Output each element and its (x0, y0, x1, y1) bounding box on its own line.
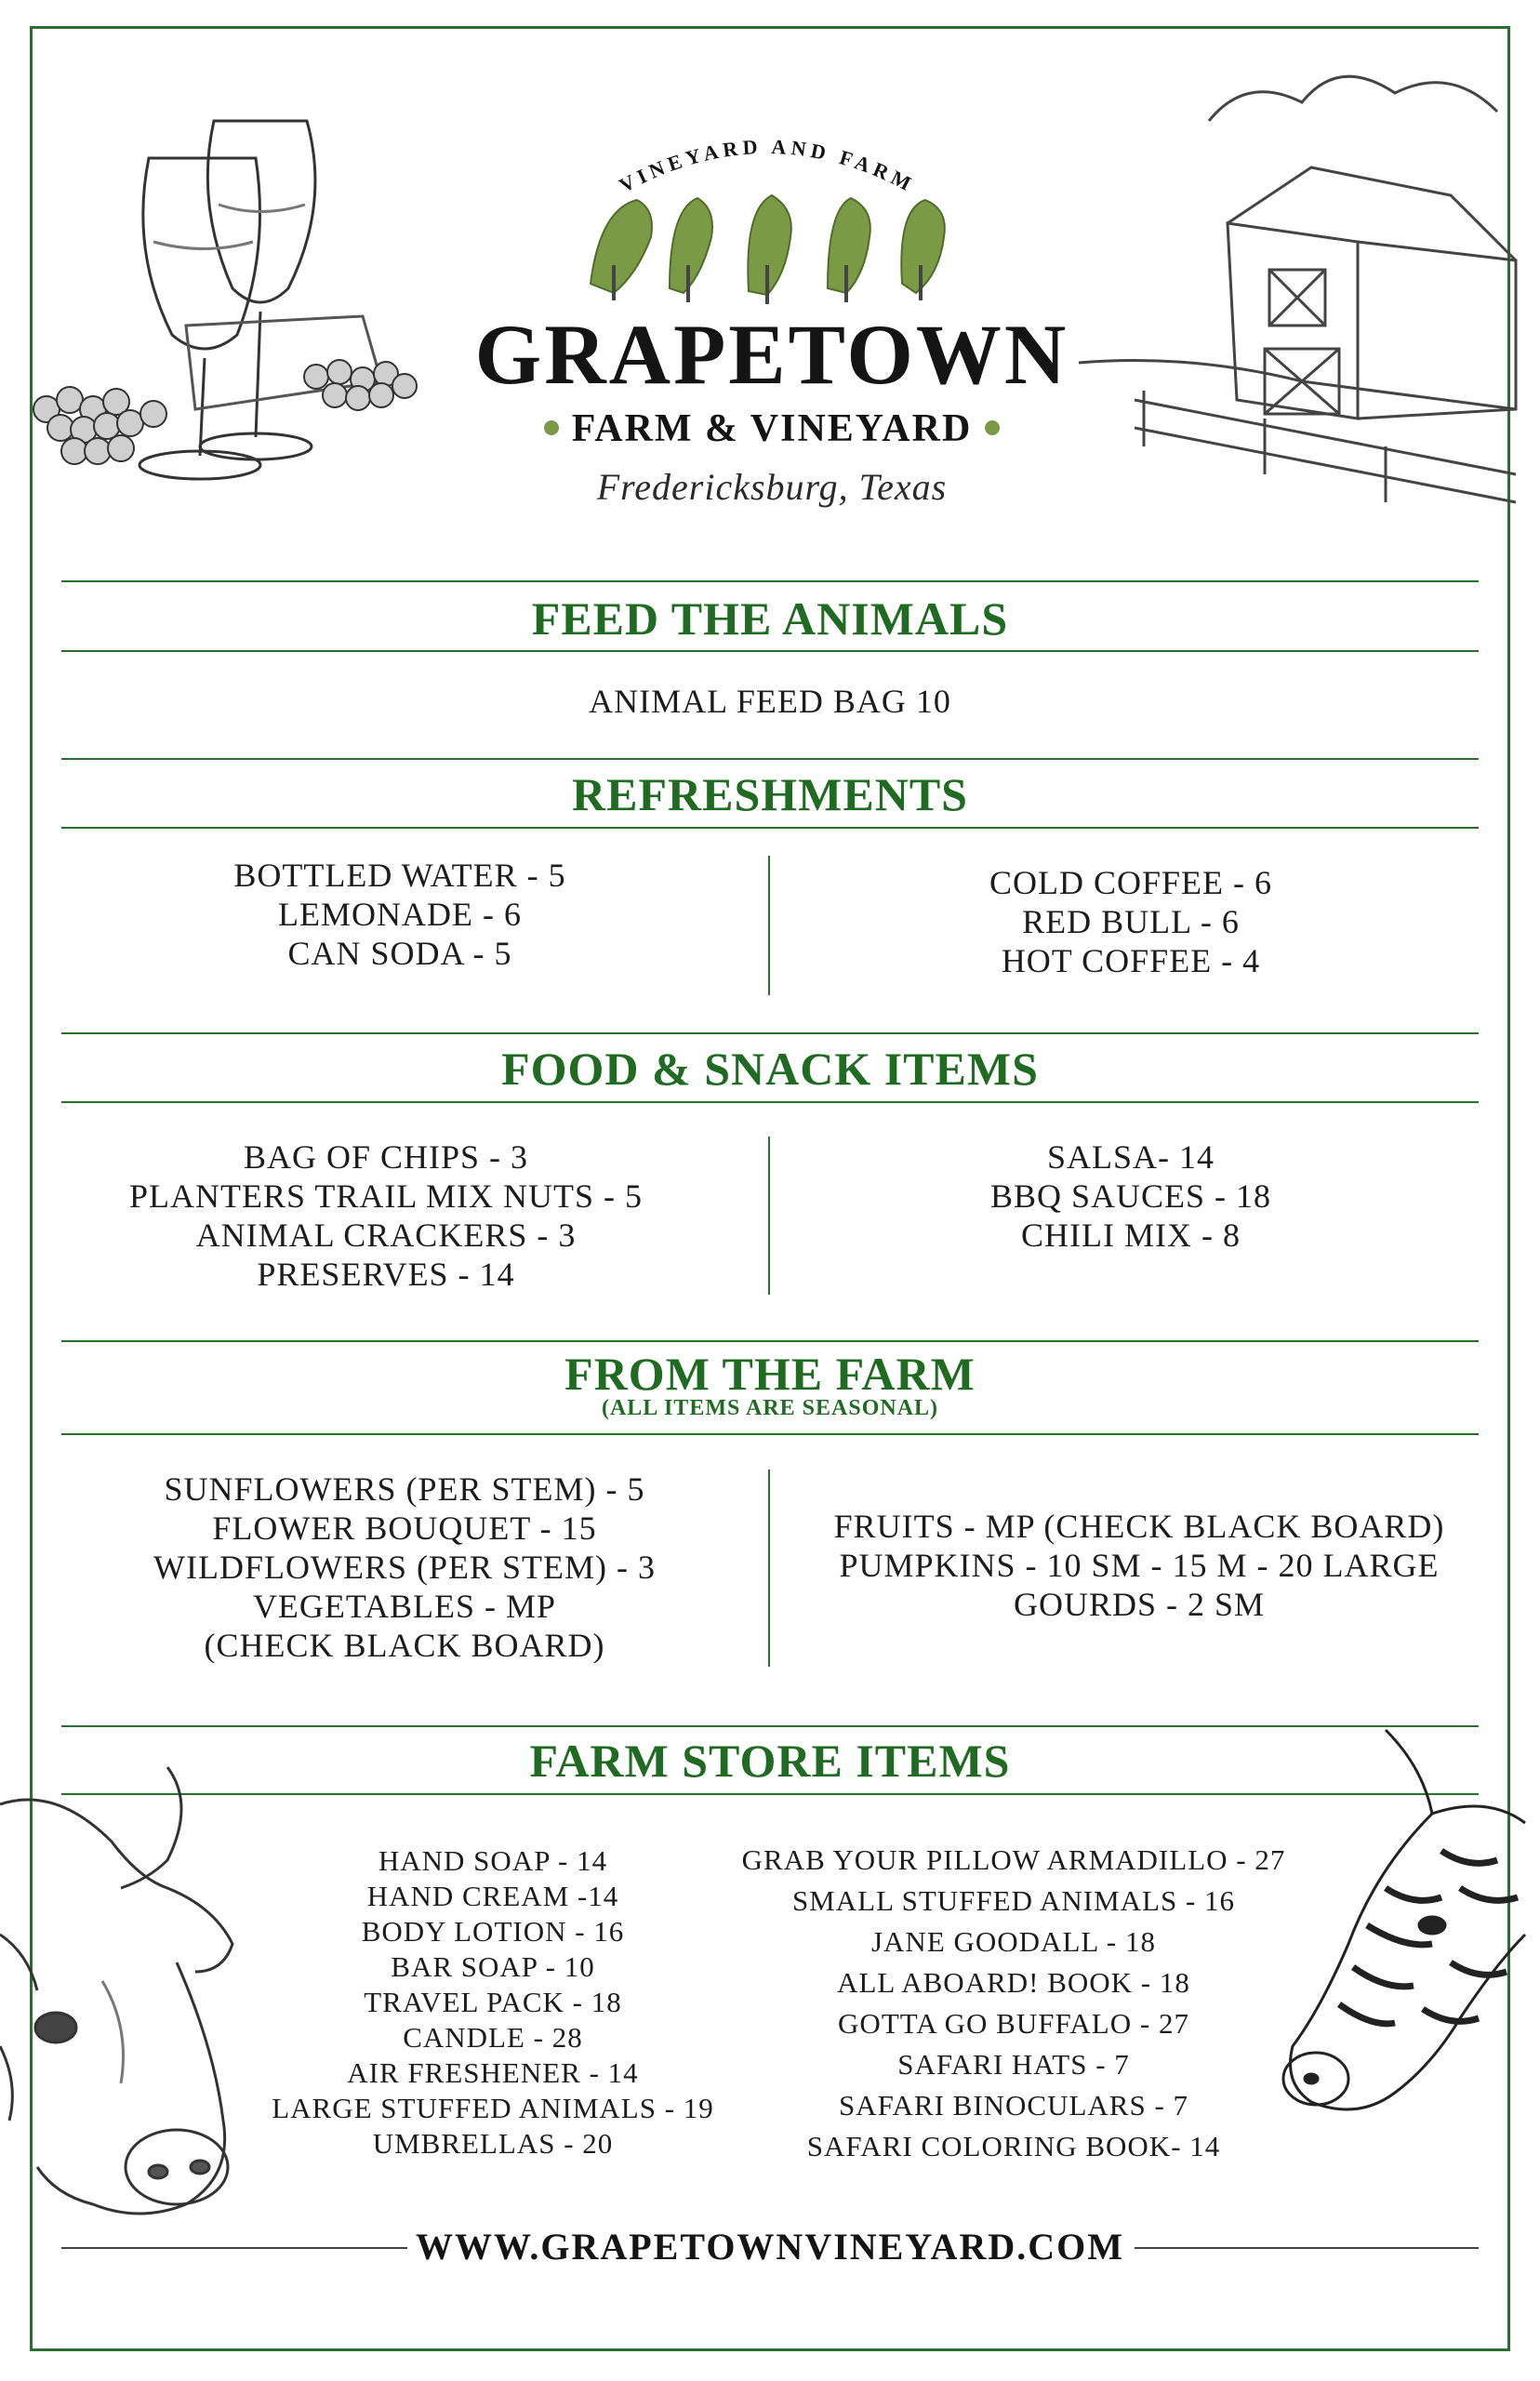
section-rule (61, 758, 1479, 760)
barn-illustration (1079, 37, 1516, 521)
menu-item: AIR FRESHENER - 14 (347, 2056, 639, 2089)
menu-item: TRAVEL PACK - 18 (364, 1986, 622, 2018)
feed-items (61, 682, 1479, 721)
column-divider (768, 856, 770, 995)
menu-item: FRUITS - MP (CHECK BLACK BOARD) (833, 1508, 1445, 1545)
menu-item: JANE GOODALL - 18 (870, 1925, 1156, 1958)
menu-item: WILDFLOWERS (PER STEM) - 3 (153, 1549, 656, 1586)
menu-item: LARGE STUFFED ANIMALS - 19 (272, 2092, 714, 2124)
menu-item: GOTTA GO BUFFALO - 27 (838, 2007, 1189, 2040)
menu-item: SAFARI HATS - 7 (897, 2048, 1130, 2081)
menu-item: BOTTLED WATER - 5 (233, 857, 566, 894)
menu-item: PLANTERS TRAIL MIX NUTS - 5 (128, 1177, 643, 1215)
farm-right-column (800, 1507, 1479, 1624)
menu-item: ANIMAL FEED BAG 10 (589, 683, 951, 720)
svg-text:VINEYARD AND FARM: VINEYARD AND FARM (615, 134, 920, 197)
section-title-farm: FROM THE FARM (564, 1348, 976, 1400)
brand-title: GRAPETOWN (474, 307, 1069, 402)
section-rule (61, 1725, 1479, 1727)
menu-item: CAN SODA - 5 (287, 935, 512, 972)
section-title-food: FOOD & SNACK ITEMS (501, 1043, 1039, 1095)
menu-item: SAFARI BINOCULARS - 7 (838, 2089, 1189, 2122)
menu-item: HAND SOAP - 14 (378, 1844, 608, 1877)
menu-item: SAFARI COLORING BOOK- 14 (806, 2130, 1221, 2162)
menu-item: BAG OF CHIPS - 3 (243, 1138, 529, 1176)
menu-item: BBQ SAUCES - 18 (989, 1177, 1272, 1215)
dot-icon (985, 420, 1000, 435)
menu-item: GRAB YOUR PILLOW ARMADILLO - 27 (741, 1843, 1286, 1876)
farm-left-column (102, 1470, 707, 1665)
location-script: Fredericksburg, Texas (596, 466, 948, 508)
section-rule (61, 1340, 1479, 1342)
column-divider (768, 1137, 770, 1295)
menu-item: HOT COFFEE - 4 (1001, 942, 1261, 979)
menu-item: BODY LOTION - 16 (361, 1915, 625, 1948)
menu-item: SALSA- 14 (1046, 1138, 1215, 1176)
menu-item: GOURDS - 2 SM (1013, 1586, 1266, 1623)
menu-item: PRESERVES - 14 (257, 1256, 515, 1293)
footer-rule-left (61, 2247, 407, 2249)
menu-item: CHILI MIX - 8 (1021, 1217, 1241, 1254)
section-rule (61, 580, 1479, 582)
refreshments-left-column (121, 856, 679, 973)
zebra-illustration (1274, 1711, 1525, 2176)
menu-item: PUMPKINS - 10 SM - 15 M - 20 LARGE (839, 1547, 1440, 1584)
menu-item: COLD COFFEE - 6 (989, 864, 1273, 901)
food-left-column (84, 1137, 688, 1294)
food-right-column (852, 1137, 1410, 1255)
cow-illustration (0, 1749, 270, 2251)
store-right-column (725, 1840, 1302, 2167)
column-divider (768, 1470, 770, 1667)
menu-item: ANIMAL CRACKERS - 3 (195, 1217, 577, 1254)
brand-subtitle-text: FARM & VINEYARD (571, 407, 973, 450)
section-title-refreshments: REFRESHMENTS (572, 768, 968, 820)
website-link[interactable]: WWW.GRAPETOWNVINEYARD.COM (416, 2226, 1124, 2268)
brand-subtitle (446, 409, 1097, 448)
menu-item: (CHECK BLACK BOARD) (204, 1627, 605, 1664)
footer-rule-right (1135, 2247, 1479, 2249)
menu-item: VEGETABLES - MP (252, 1588, 557, 1625)
menu-item: CANDLE - 28 (403, 2021, 583, 2054)
vineyard-logo-icon (581, 181, 962, 307)
section-subtitle-farm: (ALL ITEMS ARE SEASONAL) (601, 1396, 939, 1420)
menu-item: BAR SOAP - 10 (391, 1950, 595, 1983)
menu-item: FLOWER BOUQUET - 15 (212, 1510, 597, 1547)
section-rule (61, 1101, 1479, 1103)
store-left-column (260, 1843, 725, 2162)
section-rule (61, 827, 1479, 829)
wine-glasses-illustration (9, 102, 446, 493)
section-rule (61, 1433, 1479, 1435)
menu-item: LEMONADE - 6 (278, 896, 522, 933)
menu-item: SUNFLOWERS (PER STEM) - 5 (164, 1470, 645, 1508)
section-rule (61, 1032, 1479, 1034)
menu-item: SMALL STUFFED ANIMALS - 16 (791, 1884, 1236, 1917)
menu-item: RED BULL - 6 (1022, 903, 1240, 940)
section-rule (61, 1793, 1479, 1795)
menu-item: ALL ABOARD! BOOK - 18 (837, 1966, 1190, 1999)
dot-icon (544, 420, 559, 435)
menu-item: HAND CREAM -14 (366, 1880, 619, 1912)
section-rule (61, 650, 1479, 652)
menu-item: UMBRELLAS - 20 (372, 2127, 614, 2160)
section-title-store: FARM STORE ITEMS (529, 1735, 1011, 1787)
section-title-feed: FEED THE ANIMALS (531, 592, 1009, 645)
refreshments-right-column (852, 863, 1410, 980)
